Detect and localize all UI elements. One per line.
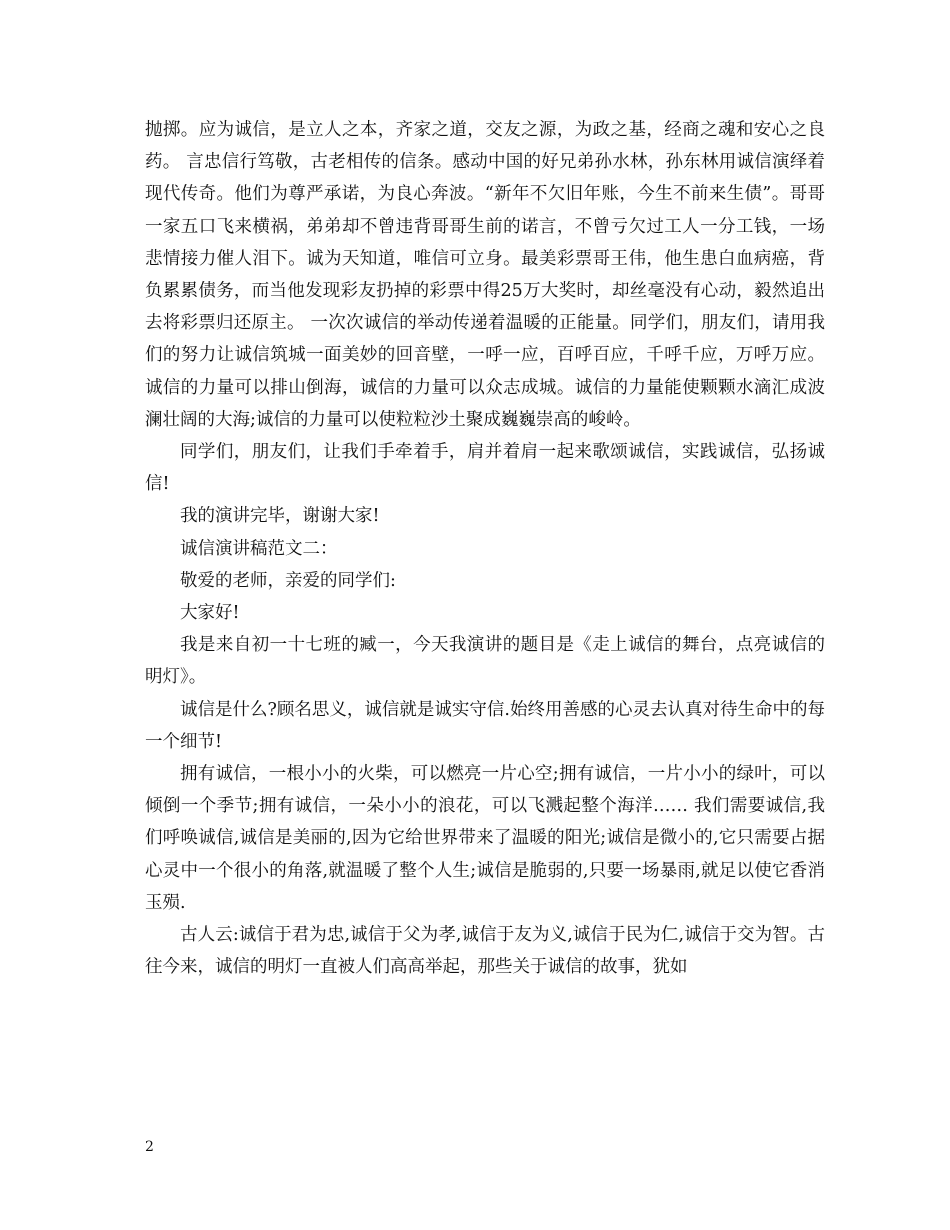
greeting: 大家好! xyxy=(180,603,240,624)
section-heading: 诚信演讲稿范文二： xyxy=(180,538,338,559)
paragraph: 诚信是什么?顾名思义，诚信就是诚实守信.始终用善感的心灵去认真对待生命中的每一个细节! xyxy=(145,699,825,752)
paragraph: 我的演讲完毕，谢谢大家! xyxy=(180,506,380,527)
page-number: 2 xyxy=(145,1139,154,1155)
document-body xyxy=(145,114,825,983)
salutation: 敬爱的老师，亲爱的同学们: xyxy=(180,570,396,591)
paragraph: 抛掷。应为诚信，是立人之本，齐家之道，交友之源，为政之基，经商之魂和安心之良药。 言忠信行笃敬，古老相传的信条。感动中国的好兄弟孙水林，孙东林用诚信演绎着现代传奇。他们为尊严承诺，为良心奔波。“新年不欠旧年账，今生不前来生债”。哥哥一家五口飞来横祸，弟弟却不曾违背哥哥生前的诺言，不曾亏欠过工人一分工钱，一场悲情接力催人泪下。诚为天知道，唯信可立身。最美彩票哥王伟，他生患白血病癌，背负累累债务，而当他发现彩友扔掉的彩票中得25万大奖时，却丝毫没有心动，毅然追出去将彩票归还原主。 一次次诚信的举动传递着温暖的正能量。同学们，朋友们，请用我们的努力让诚信筑城一面美妙的回音壁，一呼一应，百呼百应，千呼千应，万呼万应。诚信的力量可以排山倒海，诚信的力量可以众志成城。诚信的力量能使颗颗水滴汇成波澜壮阔的大海;诚信的力量可以使粒粒沙土聚成巍巍崇高的峻岭。 xyxy=(145,120,825,430)
paragraph: 拥有诚信，一根小小的火柴，可以燃亮一片心空;拥有诚信，一片小小的绿叶，可以倾倒一个季节;拥有诚信，一朵小小的浪花，可以飞溅起整个海洋…… 我们需要诚信,我们呼唤诚信,诚信是美丽的,因为它给世界带来了温暖的阳光;诚信是微小的,它只需要占据心灵中一个很小的角落,就温暖了整个人生;诚信是脆弱的,只要一场暴雨,就足以使它香消玉殒. xyxy=(145,764,825,913)
paragraph: 我是来自初一十七班的臧一，今天我演讲的题目是《走上诚信的舞台，点亮诚信的明灯》。 xyxy=(145,635,825,688)
paragraph: 同学们，朋友们，让我们手牵着手，肩并着肩一起来歌颂诚信，实践诚信，弘扬诚信! xyxy=(145,442,825,495)
paragraph: 古人云:诚信于君为忠,诚信于父为孝,诚信于友为义,诚信于民为仁,诚信于交为智。古往今来，诚信的明灯一直被人们高高举起，那些关于诚信的故事，犹如 xyxy=(145,925,825,978)
